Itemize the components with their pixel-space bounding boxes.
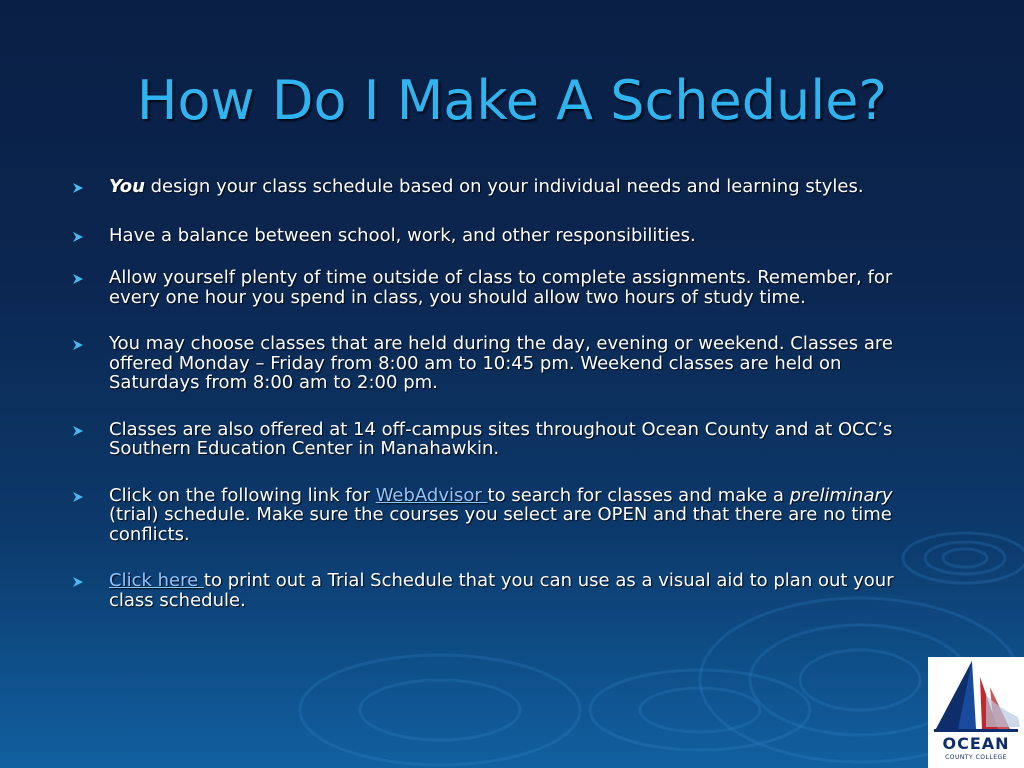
logo-subtitle: COUNTY COLLEGE [945,754,1007,761]
bullet-list [70,177,910,610]
list-item [70,334,910,393]
list-item [70,268,910,307]
bullet-text: (trial) schedule. Make sure the courses you select are OPEN and that there are no time conflicts. [109,504,892,545]
arrow-bullet-icon [72,273,84,285]
list-item [70,571,910,610]
bullet-italic: preliminary [789,484,893,506]
bullet-text: Classes are also offered at 14 off-campus sites throughout Ocean County and at OCC’s Southern Education Center in Manahawkin. [109,418,893,459]
list-item [70,486,910,545]
list-item [70,226,910,246]
arrow-bullet-icon [72,231,84,243]
trial-schedule-link[interactable]: Click here [109,570,204,591]
logo-name: OCEAN [942,734,1010,753]
slide-title: How Do I Make A Schedule? [136,69,888,132]
bullet-text: to search for classes and make a [487,484,790,506]
bullet-lead: You [109,176,145,197]
ocean-county-college-logo [928,657,1024,768]
bullet-text: Have a balance between school, work, and other responsibilities. [109,224,696,246]
arrow-bullet-icon [72,491,84,503]
arrow-bullet-icon [72,576,84,588]
arrow-bullet-icon [72,339,84,351]
list-item [70,420,910,459]
bullet-text: Click on the following link for [109,484,376,506]
bullet-text: to print out a Trial Schedule that you can use as a visual aid to plan out your class schedule. [109,570,894,611]
sailboat-logo-icon [928,657,1024,735]
bullet-text: design your class schedule based on your individual needs and learning styles. [144,176,864,197]
bullet-text: You may choose classes that are held during the day, evening or weekend. Classes are offered Monday – Friday from 8:00 am to 10:45 pm. Weekend classes are held on Saturdays from 8:00 am to 2:00 pm. [109,333,893,393]
arrow-bullet-icon [72,425,84,437]
bullet-text: Allow yourself plenty of time outside of class to complete assignments. Remember, for every one hour you spend in class, you should allow two hours of study time. [109,267,893,308]
arrow-bullet-icon [72,182,84,194]
list-item [70,177,910,197]
webadvisor-link[interactable]: WebAdvisor [375,484,488,506]
